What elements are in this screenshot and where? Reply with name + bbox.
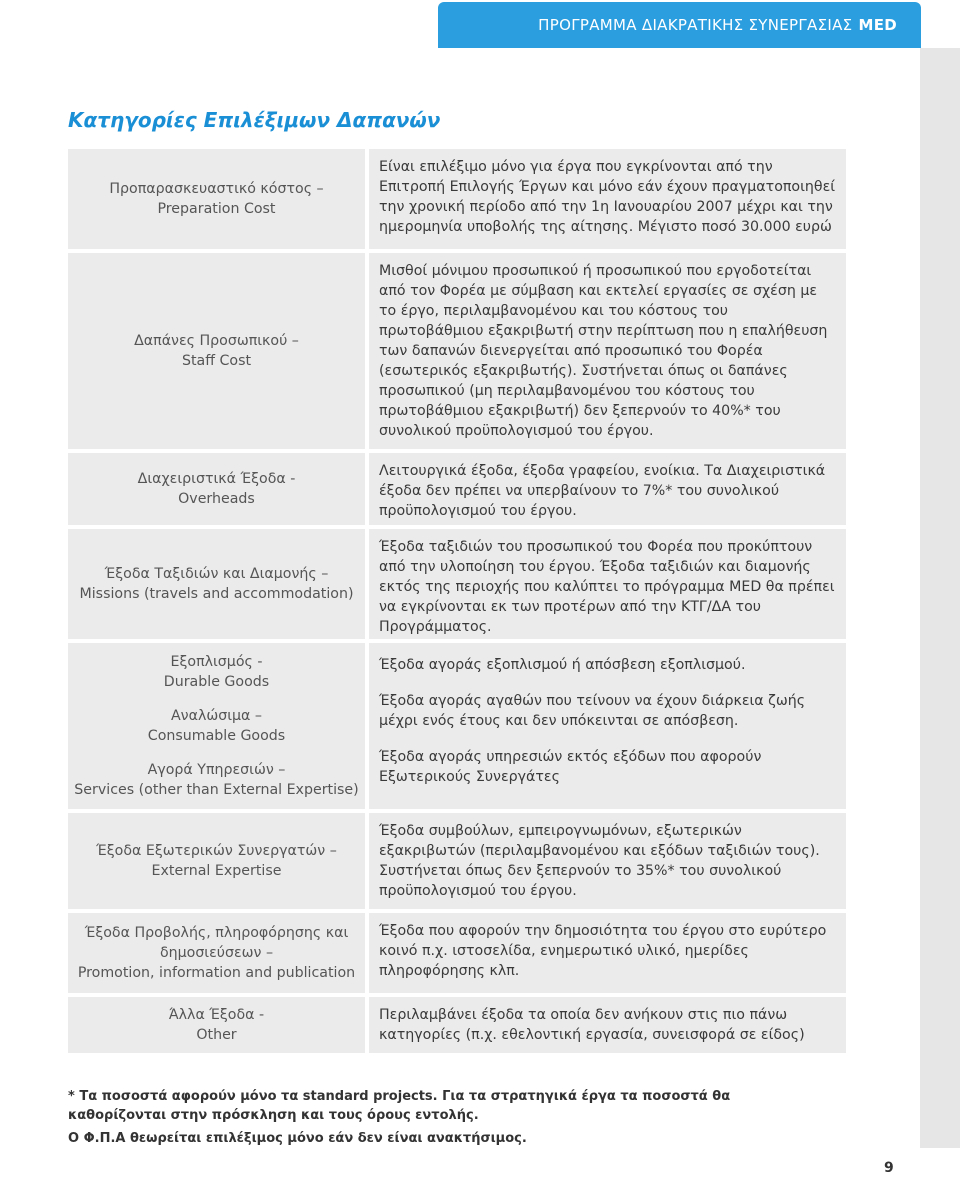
category-gr: Έξοδα Ταξιδιών και Διαμονής – <box>104 566 329 582</box>
category-cell-other <box>68 997 365 1053</box>
category-gr: Άλλα Έξοδα - <box>168 1007 265 1023</box>
description-text: Λειτουργικά έξοδα, έξοδα γραφείου, ενοίκια. Τα Διαχειριστικά έξοδα δεν πρέπει να υπερβαίνουν το 7%* του συνολικού προϋπολογισμού του έργου. <box>379 463 826 519</box>
description-cell-preparation <box>369 149 846 249</box>
description-cell-other <box>369 997 846 1053</box>
expense-categories-table <box>68 149 846 1053</box>
description-text: Περιλαμβάνει έξοδα τα οποία δεν ανήκουν στις πιο πάνω κατηγορίες (π.χ. εθελοντική εργασία, συνεισφορά σε είδος) <box>379 1007 805 1043</box>
category-cell-external-expertise <box>68 813 365 909</box>
program-header-text: ΠΡΟΓΡΑΜΜΑ ΔΙΑΚΡΑΤΙΚΗΣ ΣΥΝΕΡΓΑΣΙΑΣ <box>538 16 853 34</box>
description-text: Έξοδα αγοράς αγαθών που τείνουν να έχουν διάρκεια ζωής μέχρι ενός έτους και δεν υπόκεινται σε απόσβεση. <box>379 693 806 729</box>
category-gr: Έξοδα Προβολής, πληροφόρησης και δημοσιεύσεων – <box>84 925 349 961</box>
page-title: Κατηγορίες Επιλέξιμων Δαπανών <box>68 108 441 132</box>
category-gr: Εξοπλισμός - <box>170 654 263 670</box>
category-cell-preparation <box>68 149 365 249</box>
description-text: Έξοδα ταξιδιών του προσωπικού του Φορέα που προκύπτουν από την υλοποίηση του έργου. Έξοδα ταξιδιών και διαμονής εκτός της περιοχής που καλύπτει το πρόγραμμα MED θα πρέπει να εγκρίνονται εκ των προτέρων από την ΚΤΓ/ΔΑ του Προγράμματος. <box>379 539 835 635</box>
category-gr: Έξοδα Εξωτερικών Συνεργατών – <box>96 843 337 859</box>
category-cell-goods-services <box>68 643 365 809</box>
category-en: Promotion, information and publication <box>77 965 356 981</box>
category-en: Missions (travels and accommodation) <box>79 586 354 602</box>
description-text: Είναι επιλέξιμο μόνο για έργα που εγκρίνονται από την Επιτροπή Επιλογής Έργων και μόνο εάν έχουν πραγματοποιηθεί την χρονική περίοδο από την 1η Ιανουαρίου 2007 μέχρι και την ημερομηνία υποβολής της αίτησης. Μέγιστο ποσό 30.000 ευρώ <box>379 159 836 235</box>
page-number: 9 <box>884 1160 894 1176</box>
description-cell-overheads <box>369 453 846 525</box>
description-cell-external-expertise <box>369 813 846 909</box>
category-cell-overheads <box>68 453 365 525</box>
category-gr: Διαχειριστικά Έξοδα - <box>137 471 296 487</box>
category-en: Durable Goods <box>163 674 270 690</box>
category-en: Consumable Goods <box>147 728 286 744</box>
program-header <box>438 2 921 48</box>
description-cell-staff <box>369 253 846 449</box>
category-en: Services (other than External Expertise) <box>74 782 359 798</box>
category-cell-missions <box>68 529 365 639</box>
description-cell-missions <box>369 529 846 639</box>
category-en: Staff Cost <box>181 353 252 369</box>
category-en: External Expertise <box>151 863 282 879</box>
footnote: * Τα ποσοστά αφορούν μόνο τα standard projects. Για τα στρατηγικά έργα τα ποσοστά θα καθορίζονται στην πρόσκληση και τους όρους εντολής. <box>68 1089 731 1123</box>
category-gr: Αναλώσιμα – <box>170 708 263 724</box>
description-text: Έξοδα συμβούλων, εμπειρογνωμόνων, εξωτερικών εξακριβωτών (περιλαμβανομένου και εξόδων ταξιδιών τους). Συστήνεται όπως δεν ξεπερνούν το 35%* του συνολικού προϋπολογισμού του έργου. <box>379 823 820 899</box>
category-en: Other <box>196 1027 237 1043</box>
category-en: Preparation Cost <box>157 201 276 217</box>
side-bar-decoration <box>920 48 960 1148</box>
description-text: Έξοδα που αφορούν την δημοσιότητα του έργου στο ευρύτερο κοινό π.χ. ιστοσελίδα, ενημερωτικό υλικό, ημερίδες πληροφόρησης κλπ. <box>379 923 827 979</box>
category-gr: Αγορά Υπηρεσιών – <box>147 762 286 778</box>
description-text: Έξοδα αγοράς εξοπλισμού ή απόσβεση εξοπλισμού. <box>379 657 746 673</box>
category-gr: Δαπάνες Προσωπικού – <box>134 333 299 349</box>
description-text: Έξοδα αγοράς υπηρεσιών εκτός εξόδων που αφορούν Εξωτερικούς Συνεργάτες <box>379 749 762 785</box>
category-en: Overheads <box>178 491 255 507</box>
description-cell-promotion <box>369 913 846 993</box>
category-cell-staff <box>68 253 365 449</box>
footnote-vat: Ο Φ.Π.Α θεωρείται επιλέξιμος μόνο εάν δεν είναι ανακτήσιμος. <box>68 1131 527 1146</box>
program-header-brand: MED <box>858 16 897 34</box>
description-text: Μισθοί μόνιμου προσωπικού ή προσωπικού που εργοδοτείται από τον Φορέα με σύμβαση και εκτελεί εργασίες σε σχέση με το έργο, περιλαμβανομένου και του κόστους του πρωτοβάθμιου εξακριβωτή στην περίπτωση που η επαλήθευση των δαπανών διενεργείται από προσωπικό του Φορέα (εσωτερικός εξακριβωτής). Συστήνεται όπως οι δαπάνες προσωπικού (μη περιλαμβανομένου του κόστους του πρωτοβάθμιου εξακριβωτή) δεν ξεπερνούν το 40%* του συνολικού προϋπολογισμού του έργου. <box>379 263 828 439</box>
description-cell-goods-services <box>369 643 846 809</box>
category-cell-promotion <box>68 913 365 993</box>
category-gr: Προπαρασκευαστικό κόστος – <box>109 181 324 197</box>
